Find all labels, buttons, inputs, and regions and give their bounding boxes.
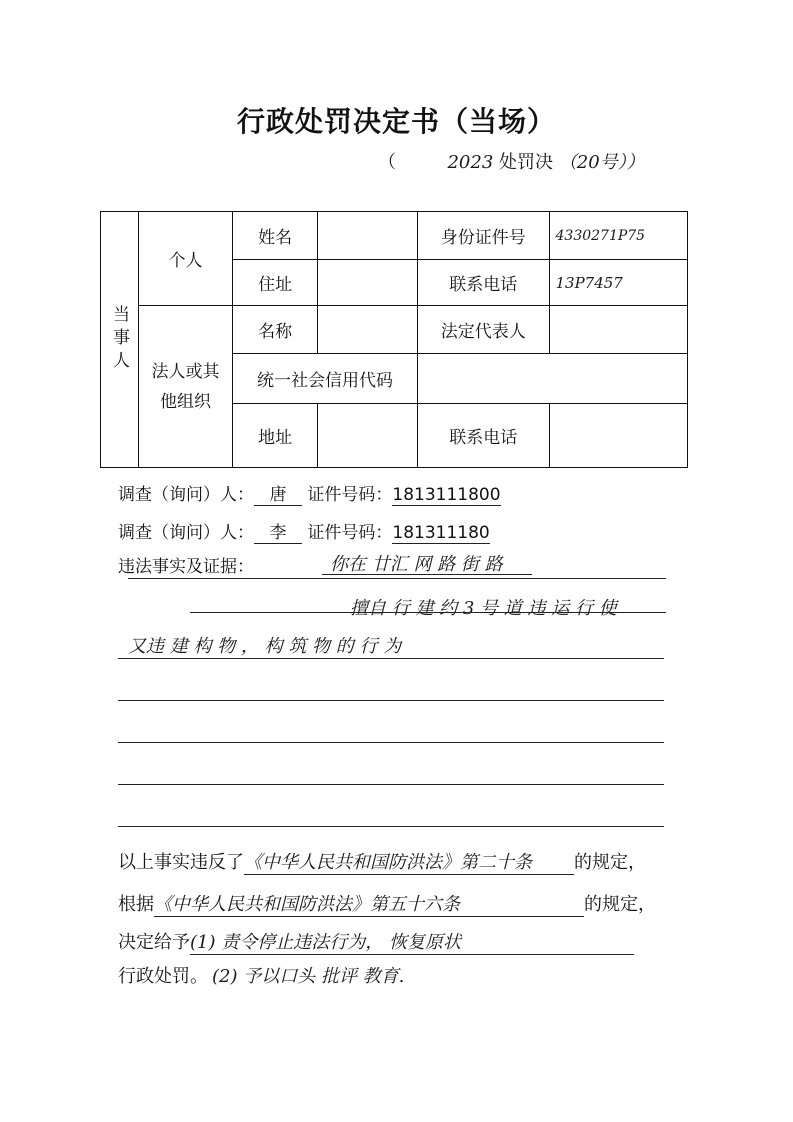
address-label: 住址 — [233, 260, 318, 306]
investigator-label: 调查（询问）人： — [118, 523, 254, 543]
document-number — [378, 148, 645, 174]
credit-code-label: 统一社会信用代码 — [233, 354, 418, 404]
basis-prefix: 根据 — [118, 894, 154, 915]
org-name-value — [318, 306, 418, 354]
id-label: 身份证件号 — [417, 212, 549, 260]
facts-handwriting-2: 擅自 行 建 约 3 号 道 违 运 行 使 — [350, 598, 617, 619]
investigator-label: 调查（询问）人： — [118, 485, 254, 505]
penalty-text: (2) 予以口头 批评 教育. — [212, 966, 405, 987]
decision-row — [118, 928, 634, 955]
penalty-suffix: 行政处罚。 — [118, 966, 208, 987]
document-title: 行政处罚决定书（当场） — [236, 105, 556, 138]
doc-number-open: （ — [378, 152, 396, 173]
address-value — [318, 260, 418, 306]
organization-label: 法人或其他组织 — [139, 306, 233, 468]
decision-text: (1) 责令停止违法行为， 恢复原状 — [190, 928, 634, 955]
doc-number-year: 2023 — [447, 152, 494, 173]
org-phone-label: 联系电话 — [417, 404, 549, 468]
org-phone-value — [549, 404, 688, 468]
org-address-label: 地址 — [233, 404, 318, 468]
cert-number: 1813111800 — [392, 485, 501, 505]
legal-rep-label: 法定代表人 — [417, 306, 549, 354]
investigator-name: 李 — [254, 518, 302, 544]
org-address-value — [318, 404, 418, 468]
id-value: 4330271P75 — [549, 212, 688, 260]
org-name-label: 名称 — [233, 306, 318, 354]
cert-label: 证件号码： — [307, 485, 393, 505]
cert-label: 证件号码： — [307, 523, 393, 543]
phone-value: 13P7457 — [549, 260, 688, 306]
doc-number-middle: 处罚决 — [499, 152, 554, 173]
party-table — [100, 211, 688, 468]
basis-law: 《中华人民共和国防洪法》第五十六条 — [154, 890, 584, 917]
violate-prefix: 以上事实违反了 — [118, 852, 244, 873]
decide-prefix: 决定给予 — [118, 932, 190, 953]
facts-label: 违法事实及证据： — [118, 557, 254, 577]
facts-handwriting-1: 你在 廿汇 网 路 街 路 — [330, 554, 503, 575]
violate-row — [118, 848, 646, 875]
party-label: 当事人 — [101, 212, 139, 468]
phone-label: 联系电话 — [417, 260, 549, 306]
penalty-row — [118, 962, 404, 988]
name-value — [318, 212, 418, 260]
rule-suffix: 的规定， — [574, 852, 646, 873]
rule-suffix: 的规定， — [584, 894, 656, 915]
violated-law: 《中华人民共和国防洪法》第二十条 — [244, 848, 574, 875]
doc-number-num: （20号）） — [558, 152, 645, 173]
facts-handwriting-3: 又违 建 构 物 ， 构 筑 物 的 行 为 — [128, 636, 402, 657]
basis-row — [118, 890, 656, 917]
credit-code-value — [417, 354, 687, 404]
name-label: 姓名 — [233, 212, 318, 260]
individual-label: 个人 — [139, 212, 233, 306]
investigator-row-2 — [118, 518, 490, 544]
investigator-name: 唐 — [254, 480, 302, 506]
cert-number: 181311180 — [392, 523, 490, 543]
legal-rep-value — [549, 306, 688, 354]
investigator-row-1 — [118, 480, 501, 506]
